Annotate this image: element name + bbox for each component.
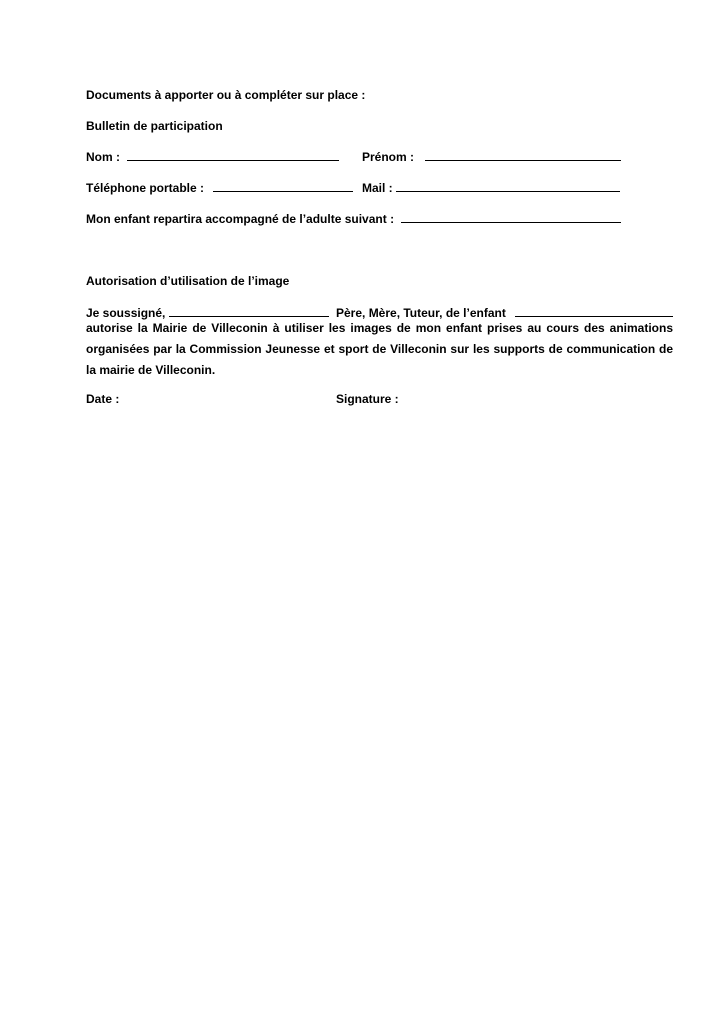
parent-label: Père, Mère, Tuteur, de l’enfant: [336, 306, 506, 320]
autorisation-title: Autorisation d’utilisation de l’image: [86, 274, 290, 288]
documents-heading: Documents à apporter ou à compléter sur place :: [86, 88, 366, 102]
nom-field[interactable]: [127, 150, 339, 161]
nom-row: [86, 150, 339, 164]
date-label: Date :: [86, 392, 120, 406]
enfant-field[interactable]: [515, 306, 673, 317]
accompagnant-row: [86, 212, 621, 226]
accompagnant-label: Mon enfant repartira accompagné de l’adulte suivant :: [86, 212, 395, 226]
telephone-row: [86, 181, 353, 195]
signature-label: Signature :: [336, 392, 399, 406]
nom-label: Nom :: [86, 150, 120, 164]
prenom-label: Prénom :: [362, 150, 415, 164]
mail-row: [362, 181, 620, 195]
soussigne-field[interactable]: [169, 306, 329, 317]
mail-field[interactable]: [396, 181, 620, 192]
accompagnant-field[interactable]: [401, 212, 621, 223]
telephone-label: Téléphone portable :: [86, 181, 205, 195]
prenom-field[interactable]: [425, 150, 621, 161]
authorization-paragraph: autorise la Mairie de Villeconin à utiliser les images de mon enfant prises au cours des animations organisées par la Commission Jeunesse et sport de Villeconin sur les supports de communication de la mairie de Villeconin.: [86, 321, 673, 377]
soussigne-label: Je soussigné,: [86, 306, 166, 320]
bulletin-title: Bulletin de participation: [86, 119, 223, 133]
prenom-row: [362, 150, 621, 164]
mail-label: Mail :: [362, 181, 393, 195]
telephone-field[interactable]: [213, 181, 353, 192]
